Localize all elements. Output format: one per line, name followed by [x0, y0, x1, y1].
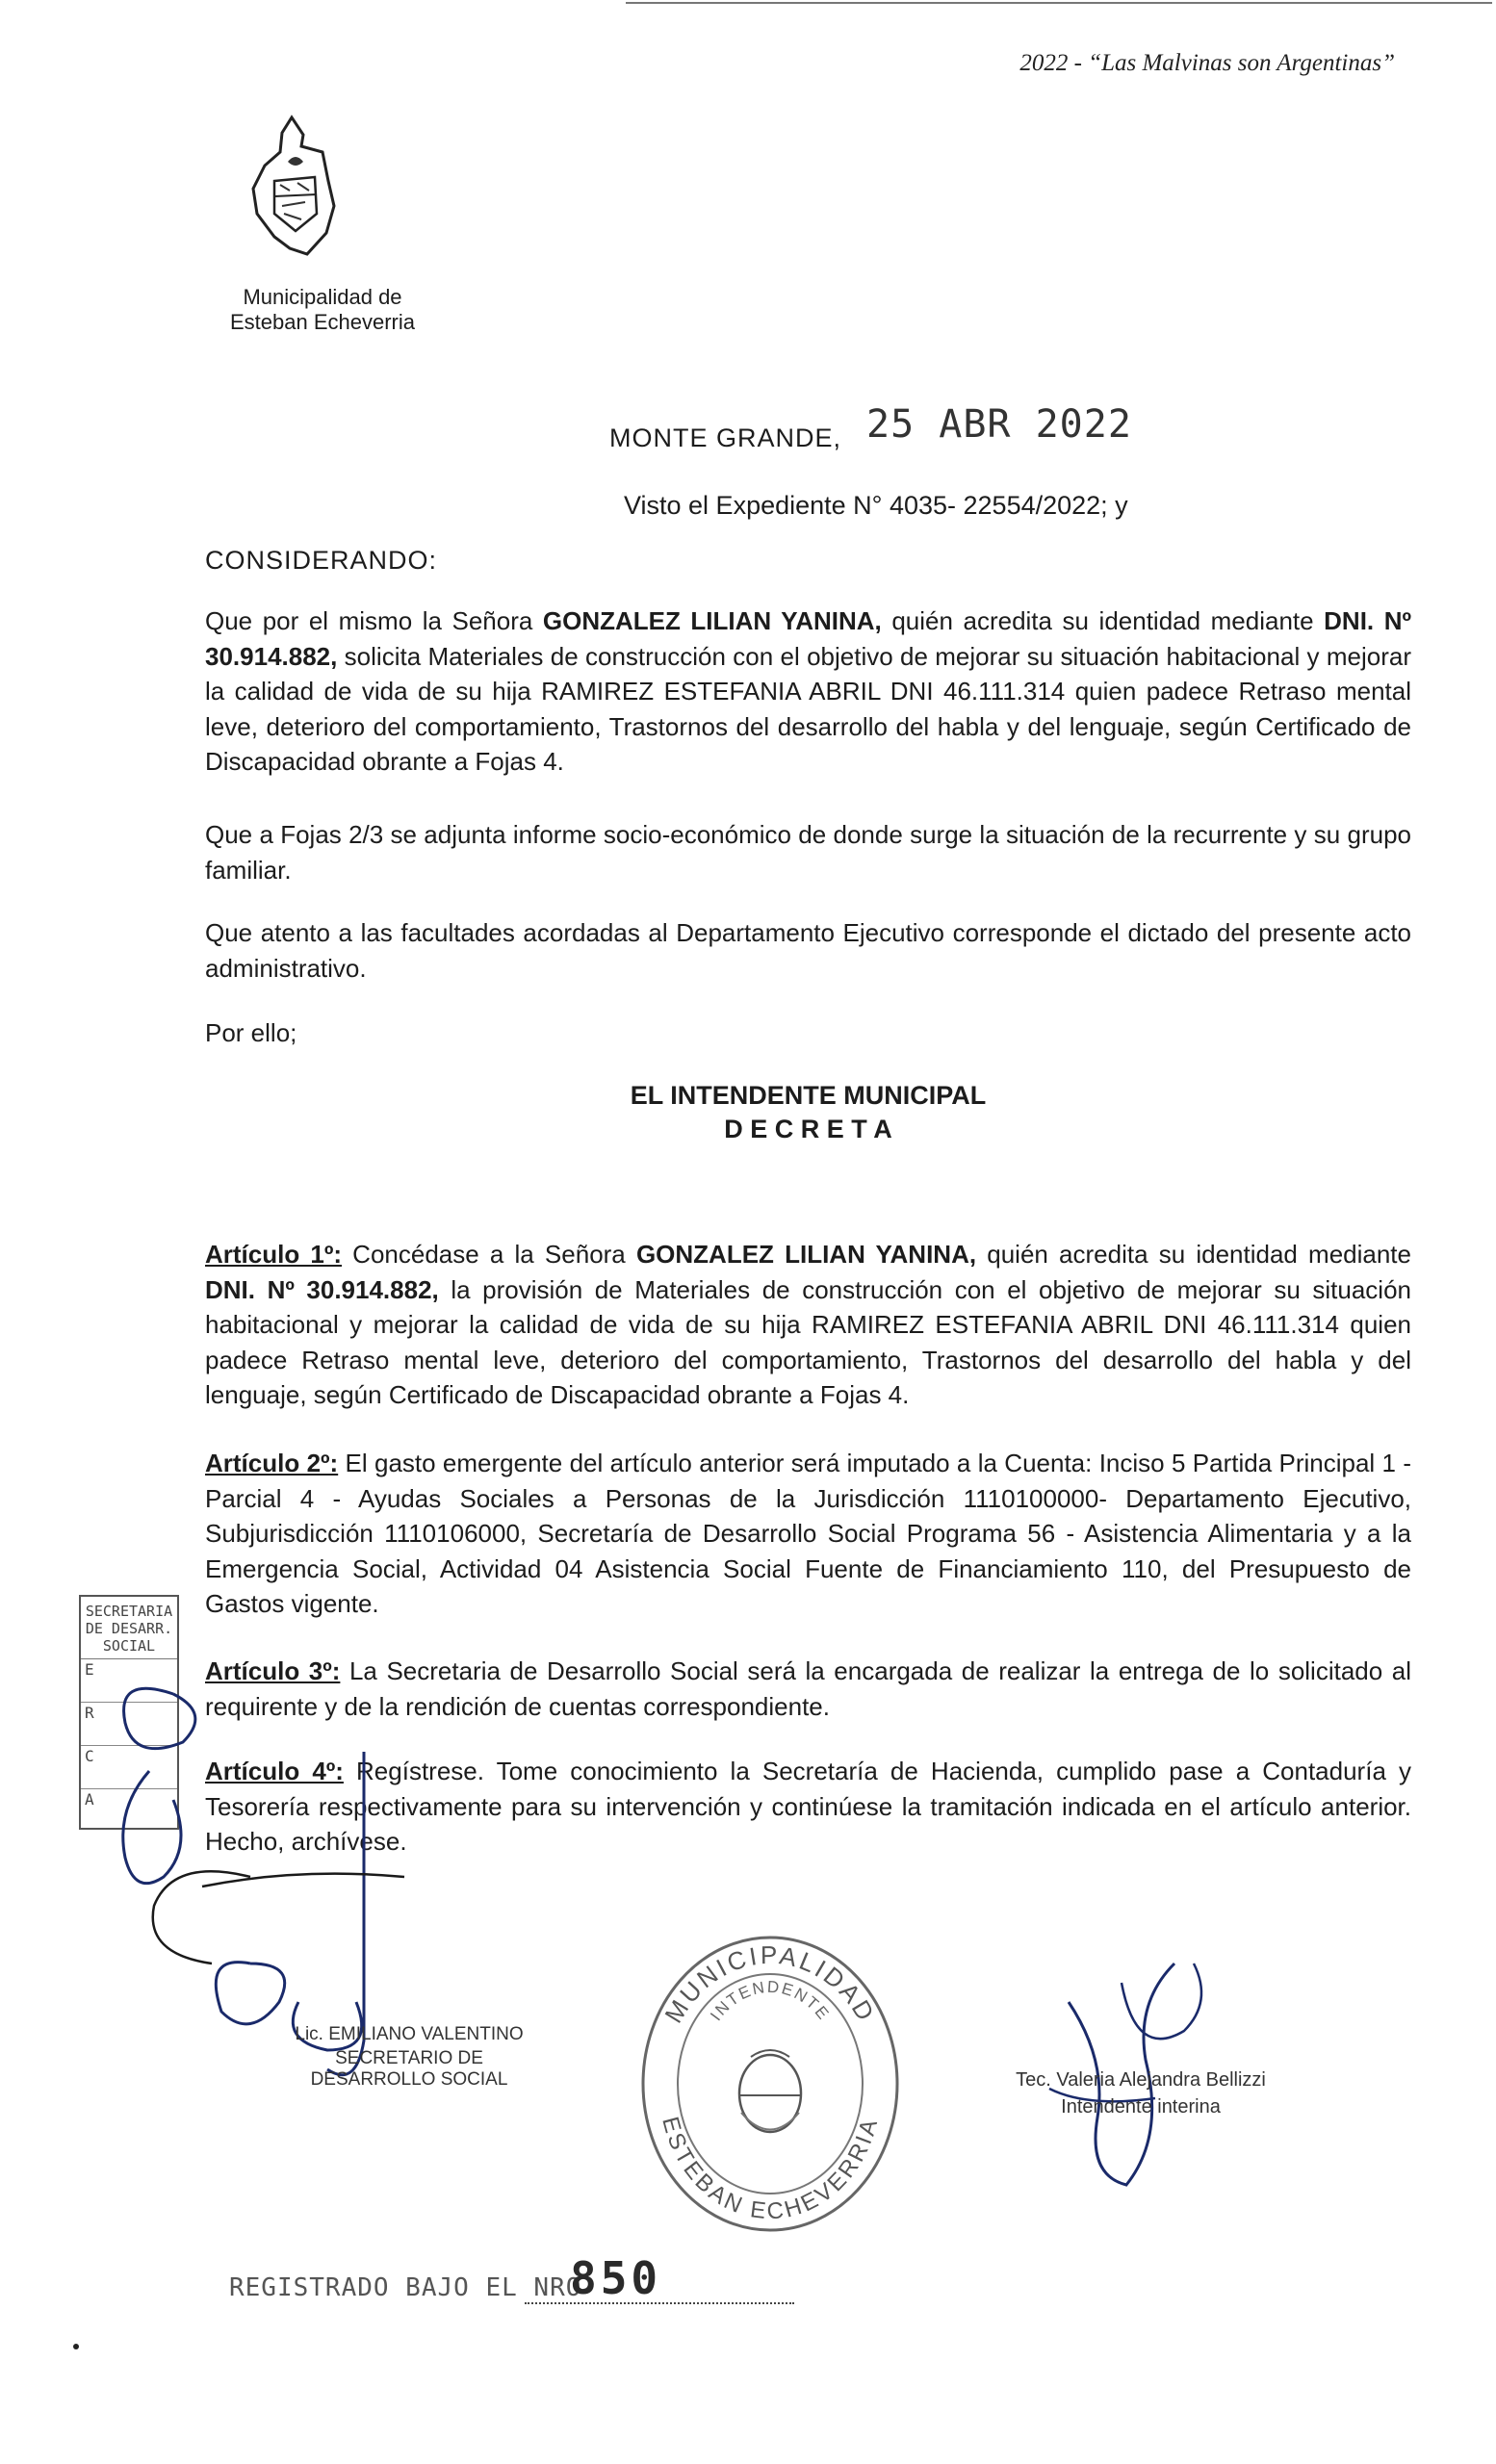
registro-label: REGISTRADO BAJO EL NRO: [229, 2273, 582, 2302]
page-mark: [73, 2344, 79, 2349]
considerando-paragraph-3: Que atento a las facultades acordadas al Departamento Ejecutivo corresponde el dictado del presente acto administrativo.: [205, 918, 1411, 983]
articulo-4: Artículo 4º: Regístrese. Tome conocimiento la Secretaría de Hacienda, cumplido pase a Contaduría y Tesorería respectivamente para su intervención y continúese la tramitación indicada en el artículo anterior. Hecho, archívese.: [205, 1757, 1411, 1856]
dateline-place: MONTE GRANDE,: [609, 424, 842, 452]
side-stamp-header: SECRETARIA DE DESARR. SOCIAL: [81, 1597, 177, 1659]
por-ello: Por ello;: [205, 1018, 297, 1047]
seal-bottom-text: ESTEBAN ECHEVERRIA: [657, 2114, 884, 2225]
top-rule: [626, 2, 1492, 4]
considerando-heading: CONSIDERANDO:: [205, 546, 438, 575]
articulo-1: Artículo 1º: Concédase a la Señora GONZALEZ LILIAN YANINA, quién acredita su identidad mediante DNI. Nº 30.914.882, la provisión de Materiales de construcción con el objetivo de mejorar su situación habitacional y mejorar la calidad de vida de su hija RAMIREZ ESTEFANIA ABRIL DNI 46.111.314 quien padece Retraso mental leve, deterioro del comportamiento, Trastornos del desarrollo del habla y del lenguaje, según Certificado de Discapacidad obrante a Fojas 4.: [205, 1240, 1411, 1409]
seal-inner-text: INTENDENTE: [707, 1977, 834, 2024]
registro-number: 850: [570, 2252, 662, 2304]
municipal-seal: [635, 1930, 905, 2238]
year-motto: 2022 - “Las Malvinas son Argentinas”: [1019, 50, 1395, 76]
considerando-paragraph-2: Que a Fojas 2/3 se adjunta informe socio-económico de donde surge la situación de la recurrente y su grupo familiar.: [205, 820, 1411, 885]
side-stamp-row: A: [85, 1790, 94, 1809]
considerando-paragraph-1: Que por el mismo la Señora GONZALEZ LILIAN YANINA, quién acredita su identidad mediante DNI. Nº 30.914.882, solicita Materiales de construcción con el objetivo de mejorar su situación habitacional y mejorar la calidad de vida de su hija RAMIREZ ESTEFANIA ABRIL DNI 46.111.314 quien padece Retraso mental leve, deterioro del comportamiento, Trastornos del desarrollo del habla y del lenguaje, según Certificado de Discapacidad obrante a Fojas 4.: [205, 606, 1411, 776]
decreta-heading: D E C R E T A: [724, 1115, 892, 1143]
national-shield-icon: [739, 2050, 801, 2132]
seal-top-text: MUNICIPALIDAD: [658, 1939, 882, 2028]
articulo-3: Artículo 3º: La Secretaria de Desarrollo Social será la encargada de realizar la entrega de lo solicitado al requirente y de la rendición de cuentas correspondiente.: [205, 1656, 1412, 1721]
articulo-2: Artículo 2º: El gasto emergente del artículo anterior será imputado a la Cuenta: Inciso 5 Partida Principal 1 - Parcial 4 - Ayudas Sociales a Personas de la Jurisdicción 1110100000- Departamento Ejecutivo, Subjurisdicción 1110106000, Secretaría de Desarrollo Social Programa 56 - Asistencia Alimentaria y a la Emergencia Social, Actividad 04 Asistencia Social Fuente de Financiamiento 110, del Presupuesto de Gastos vigente.: [205, 1449, 1411, 1618]
municipality-name: Municipalidad de Esteban Echeverria: [230, 285, 415, 334]
visto-line: Visto el Expediente N° 4035- 22554/2022; y: [624, 491, 1128, 520]
right-signatory-role: Intendente interina: [1061, 2096, 1221, 2118]
registro-underline: [525, 2302, 794, 2304]
left-signatory-role: SECRETARIO DE DESARROLLO SOCIAL: [310, 2048, 508, 2090]
date-stamp: 25 ABR 2022: [866, 402, 1132, 447]
side-stamp-row: R: [81, 1703, 177, 1746]
handwritten-signature-left: [58, 1588, 635, 2089]
municipal-crest-icon: [245, 114, 342, 258]
right-signatory-name: Tec. Valeria Alejandra Bellizzi: [1016, 2069, 1266, 2091]
left-signatory-name: Lic. EMILIANO VALENTINO: [295, 2024, 524, 2044]
intendente-heading: EL INTENDENTE MUNICIPAL: [630, 1081, 987, 1110]
side-stamp-row: E: [81, 1659, 177, 1703]
side-stamp-row: C: [81, 1746, 177, 1789]
